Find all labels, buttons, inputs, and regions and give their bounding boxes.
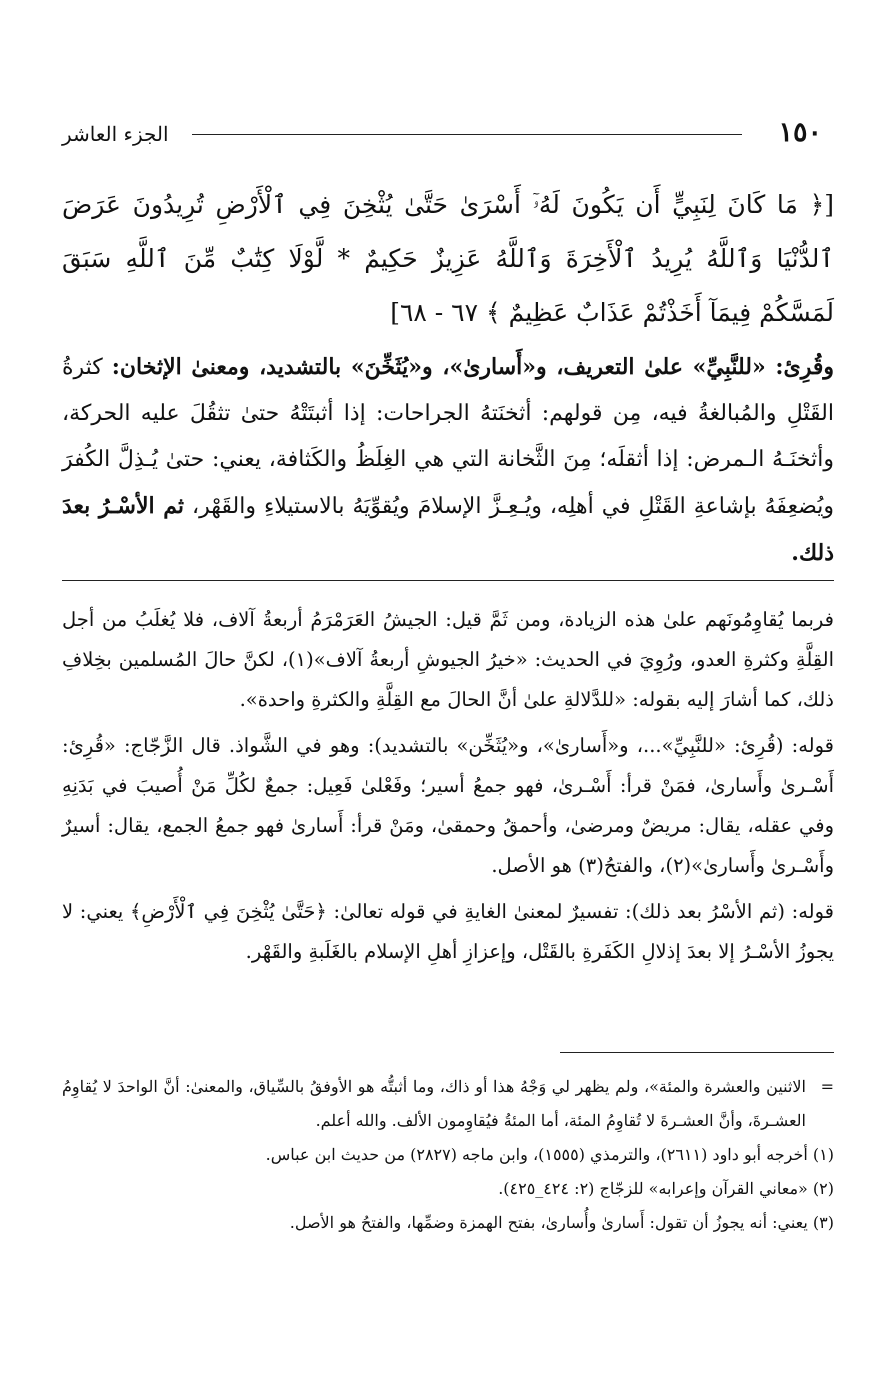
continuation-mark: = bbox=[820, 1077, 834, 1096]
page-number: ١٥٠ bbox=[778, 117, 822, 148]
footnote-1: (١) أخرجه أبو داود (٢٦١١)، والترمذي (١٥٥٥)، وابن ماجه (٢٨٢٧) من حديث ابن عباس. bbox=[265, 1145, 834, 1164]
gloss-paragraph-2: قوله: (قُرِئ: «للنَّبِيِّ»...، و«أَسارىٰ»، و«يُثَخِّن» بالتشديد): وهو في الشَّواذ. قال الزَّجّاج: «قُرِئ: أَسْـرىٰ وأَسارىٰ، فمَنْ قرأ: أَسْـرىٰ، فهو جمعُ أسير؛ وفَعْلىٰ فَعِيل: جمعٌ لكُلِّ مَنْ أُصيبَ في بَدَنِهِ وفي عقله، يقال: مريضٌ ومرضىٰ، وأحمقُ وحمقىٰ، ومَنْ قرأ: أَسارىٰ فهو جمعُ الجمع، يقال: أسيرٌ وأَسْـرىٰ وأَسارىٰ»(٢)، والفتحُ(٣) هو الأصل. bbox=[62, 734, 834, 877]
footnote-2: (٢) «معاني القرآن وإعرابه» للزجّاج (٢: ٤٢٤_٤٢٥). bbox=[498, 1179, 834, 1198]
footnote-continuation bbox=[62, 1070, 834, 1138]
commentary-bold-tail: ثم الأسْـرُ بعدَ ذلك. bbox=[62, 493, 834, 566]
header-rule bbox=[192, 134, 742, 135]
commentary-body: كثرةُ القَتْلِ والمُبالغةُ فيه، مِن قولهم: أثخنَتهُ الجراحات: إذا أثبتَتْهُ حتىٰ تثقُلَ عليه الحركة، وأثخنَـهُ الـمرض: إذا أثقلَه؛ مِنَ الثَّخانة التي هي الغِلَظُ والكَثافة، يعني: حتىٰ يُـذِلَّ الكُفرَ ويُضعِفَهُ بإشاعةِ القَتْلِ في أهلِه، ويُـعِـزَّ الإسلامَ ويُقوِّيَهُ بالاستيلاءِ والقَهْر، bbox=[62, 355, 835, 519]
footnote-3: (٣) يعني: أنه يجوزُ أن تقول: أَسارىٰ وأُسارىٰ، بفتح الهمزة وضمِّها، والفتحُ هو الأصل. bbox=[289, 1213, 834, 1232]
footnotes bbox=[62, 1070, 834, 1240]
page-header bbox=[62, 118, 822, 152]
commentary-bold-lead: وقُرِئ: «للنَّبِيِّ» علىٰ التعريف، و«أَسارىٰ»، و«يُثَخِّنَ» بالتشديد، ومعنىٰ الإثخان: bbox=[111, 354, 834, 380]
footnote-divider bbox=[560, 1052, 834, 1053]
commentary-paragraph bbox=[62, 344, 834, 577]
gloss-paragraph-1: فربما يُقاوِمُونَهم علىٰ هذه الزيادة، ومن ثَمَّ قيل: الجيشُ العَرَمْرَمُ أربعةُ آلاف، فلا يُغلَبُ من أجل القِلَّةِ وكثرةِ العدو، ورُوِيَ في الحديث: «خيرُ الجيوشِ أربعةُ آلاف»(١)، لكنَّ حالَ المُسلمين بخِلافِ ذلك، كما أشارَ إليه بقوله: «للدَّلالةِ علىٰ أنَّ الحالَ مع القِلَّةِ والكثرةِ واحدة». bbox=[62, 608, 835, 711]
gloss-text bbox=[62, 600, 834, 978]
quran-verse: [﴿ مَا كَانَ لِنَبِيٍّ أَن يَكُونَ لَهُۥٓ أَسْرَىٰ حَتَّىٰ يُثْخِنَ فِي ٱلْأَرْضِ تُرِيدُونَ عَرَضَ ٱلدُّنْيَا وَٱللَّهُ يُرِيدُ ٱلْأَخِرَةَ وَٱللَّهُ عَزِيزٌ حَكِيمٌ * لَّوْلَا كِتَٰبٌ مِّنَ ٱللَّهِ سَبَقَ لَمَسَّكُمْ فِيمَآ أَخَذْتُمْ عَذَابٌ عَظِيمٌ ﴾ ٦٧ - ٦٨] bbox=[62, 190, 834, 327]
running-title: الجزء العاشر bbox=[62, 122, 169, 146]
main-text bbox=[62, 178, 834, 577]
footnote-continuation-text: الاثنين والعشرة والمئة»، ولم يظهر لي وَجْهُ هذا أو ذاك، وما أثبتُّه هو الأوفقُ بالسِّياق، والمعنىٰ: أنَّ الواحدَ لا يُقاوِمُ العشـرةَ، وأنَّ العشـرةَ لا تُقاوِمُ المئة، أما المئةُ فيُقاوِمون الألف. والله أعلم. bbox=[62, 1077, 806, 1130]
section-divider bbox=[62, 580, 834, 581]
gloss-paragraph-3: قوله: (ثم الأسْرُ بعد ذلك): تفسيرٌ لمعنىٰ الغايةِ في قوله تعالىٰ: ﴿حَتَّىٰ يُثْخِنَ فِي ٱلْأَرْضِ﴾ يعني: لا يجوزُ الأسْـرُ إلا بعدَ إذلالِ الكَفَرةِ بالقَتْل، وإعزازِ أهلِ الإسلام بالغَلَبةِ والقَهْر. bbox=[62, 900, 834, 963]
